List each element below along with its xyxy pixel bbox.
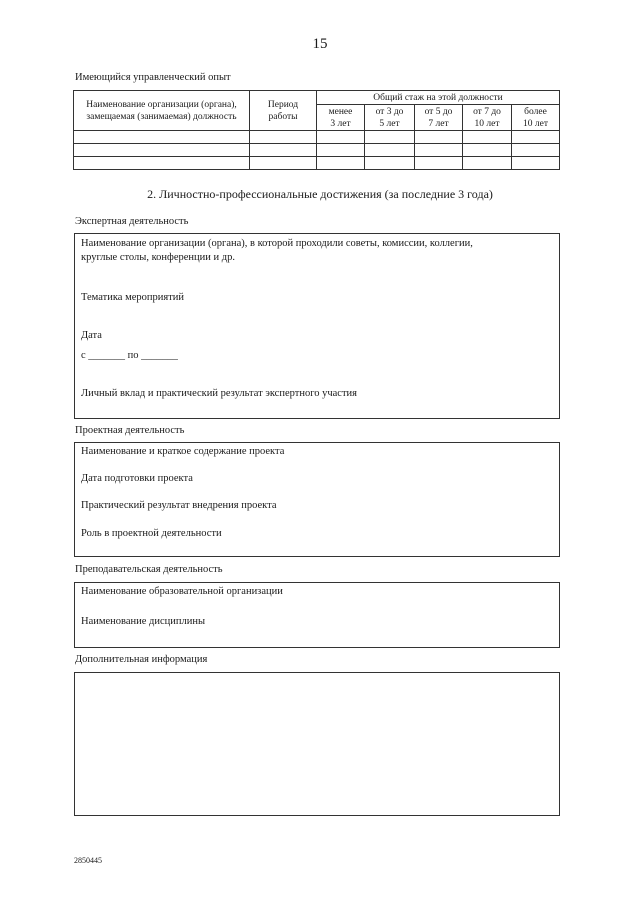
table-cell[interactable] [415,157,463,170]
project-date-label: Дата подготовки проекта [81,473,193,484]
expert-activity-heading: Экспертная деятельность [75,216,189,227]
expert-date-range[interactable]: с _______ по _______ [81,350,178,361]
expert-activity-box[interactable] [74,233,560,419]
table-cell[interactable] [317,144,365,157]
table-row [74,131,560,144]
column-tenure-range: более 10 лет [512,105,560,131]
teaching-discipline-label: Наименование дисциплины [81,616,206,627]
table-cell[interactable] [365,157,415,170]
column-total-tenure: Общий стаж на этой должности [317,91,560,105]
table-cell[interactable] [463,157,512,170]
table-cell[interactable] [512,157,560,170]
document-code: 2850445 [74,856,102,865]
column-tenure-range: от 3 до 5 лет [365,105,415,131]
management-experience-heading: Имеющийся управленческий опыт [75,72,231,83]
expert-org-label: Наименование организации (органа), в которой проходили советы, комиссии, коллегии, [81,238,473,249]
table-cell[interactable] [512,131,560,144]
table-row [74,144,560,157]
teaching-org-label: Наименование образовательной организации [81,586,283,597]
project-role-label: Роль в проектной деятельности [81,528,222,539]
project-activity-box[interactable] [74,442,560,557]
expert-date-label: Дата [81,330,102,341]
table-cell[interactable] [463,131,512,144]
table-cell[interactable] [415,131,463,144]
column-organization: Наименование организации (органа), замещаемая (занимаемая) должность [74,91,250,131]
table-cell[interactable] [415,144,463,157]
table-cell[interactable] [463,144,512,157]
column-tenure-range: от 7 до 10 лет [463,105,512,131]
project-activity-heading: Проектная деятельность [75,425,185,436]
table-cell[interactable] [512,144,560,157]
expert-org-label-continued: круглые столы, конференции и др. [81,252,235,263]
project-result-label: Практический результат внедрения проекта [81,500,277,511]
table-cell[interactable] [74,157,250,170]
table-row [74,157,560,170]
expert-topic-label: Тематика мероприятий [81,292,185,303]
additional-info-box[interactable] [74,672,560,816]
section-title: 2. Личностно-профессиональные достижения (за последние 3 года) [147,187,493,201]
teaching-activity-box[interactable] [74,582,560,648]
table-cell[interactable] [317,131,365,144]
table-cell[interactable] [250,144,317,157]
table-cell[interactable] [365,144,415,157]
column-period: Период работы [250,91,317,131]
table-cell[interactable] [250,131,317,144]
table-cell[interactable] [365,131,415,144]
column-tenure-range: от 5 до 7 лет [415,105,463,131]
expert-contribution-label: Личный вклад и практический результат экспертного участия [81,388,358,399]
project-name-label: Наименование и краткое содержание проекта [81,446,285,457]
table-cell[interactable] [74,131,250,144]
additional-info-heading: Дополнительная информация [75,654,208,665]
table-cell[interactable] [250,157,317,170]
table-cell[interactable] [317,157,365,170]
table-cell[interactable] [74,144,250,157]
column-tenure-range: менее 3 лет [317,105,365,131]
page-number: 15 [312,36,328,52]
teaching-activity-heading: Преподавательская деятельность [75,564,223,575]
management-experience-table [73,90,560,170]
